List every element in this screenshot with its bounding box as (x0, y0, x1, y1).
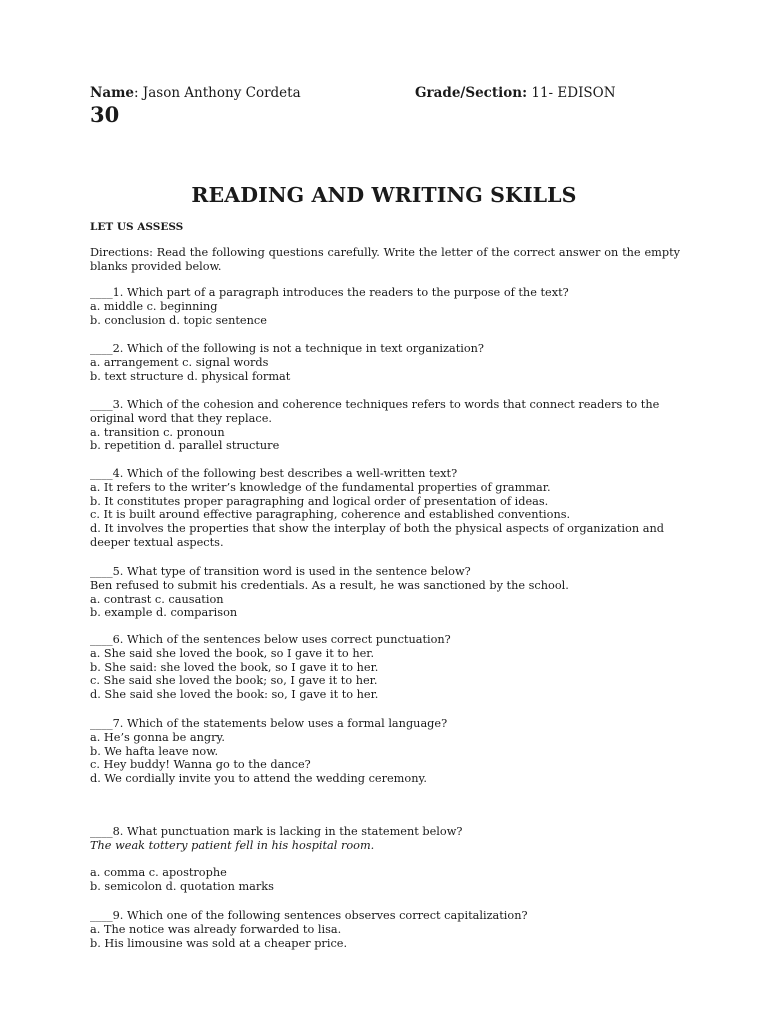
question-stem: ____5. What type of transition word is used in the sentence below? (90, 565, 471, 578)
name-value: : Jason Anthony Cordeta (133, 85, 301, 101)
page-title: READING AND WRITING SKILLS (191, 183, 577, 207)
option-line: b. She said: she loved the book, so I gave it to her. (90, 660, 379, 674)
question-8 (90, 825, 690, 894)
question-4 (90, 467, 690, 550)
example-sentence: The weak tottery patient fell in his hospital room. (90, 838, 375, 852)
option-line: a. transition c. pronoun (90, 425, 225, 439)
question-7 (90, 717, 690, 786)
score: 30 (90, 102, 120, 127)
option-line: c. It is built around effective paragraphing, coherence and established conventions. (90, 508, 571, 522)
option-line: b. semicolon d. quotation marks (90, 880, 274, 894)
option-line: b. His limousine was sold at a cheaper price. (90, 936, 348, 950)
option-line: a. comma c. apostrophe (90, 866, 227, 880)
option-line: b. example d. comparison (90, 606, 238, 620)
question-stem: ____4. Which of the following best describes a well-written text? (90, 467, 458, 480)
option-line: a. contrast c. causation (90, 592, 224, 606)
option-line: d. She said she loved the book: so, I gave it to her. (90, 688, 379, 702)
question-3 (90, 398, 690, 453)
question-stem: ____8. What punctuation mark is lacking in the statement below? (90, 825, 463, 838)
option-line: b. conclusion d. topic sentence (90, 313, 267, 327)
question-9 (90, 909, 690, 950)
question-stem: ____1. Which part of a paragraph introduces the readers to the purpose of the text? (90, 286, 569, 299)
option-line: c. She said she loved the book; so, I gave it to her. (90, 674, 378, 688)
option-line: c. Hey buddy! Wanna go to the dance? (90, 758, 311, 772)
option-line: b. We hafta leave now. (90, 744, 219, 758)
grade-label: Grade/Section: (415, 85, 528, 101)
question-1 (90, 286, 690, 327)
student-name (90, 85, 301, 101)
option-line: b. It constitutes proper paragraphing and logical order of presentation of ideas. (90, 494, 549, 508)
question-5 (90, 565, 690, 620)
section-heading: LET US ASSESS (90, 221, 184, 233)
option-line: b. text structure d. physical format (90, 369, 291, 383)
example-sentence: Ben refused to submit his credentials. As a result, he was sanctioned by the school. (90, 578, 569, 592)
option-line: a. He’s gonna be angry. (90, 730, 225, 744)
grade-section (415, 85, 616, 101)
option-line: d. It involves the properties that show the interplay of both the physical aspects of organization and deeper textual aspects. (90, 522, 664, 549)
question-2 (90, 342, 690, 383)
directions: Directions: Read the following questions carefully. Write the letter of the correct answer on the empty blanks provided below. (90, 246, 680, 273)
question-6 (90, 633, 690, 702)
question-stem: ____6. Which of the sentences below uses correct punctuation? (90, 633, 451, 646)
question-stem: ____3. Which of the cohesion and coherence techniques refers to words that connect readers to the original word that they replace. (90, 398, 660, 425)
option-line: a. middle c. beginning (90, 299, 218, 313)
option-line: a. The notice was already forwarded to lisa. (90, 922, 342, 936)
question-stem: ____9. Which one of the following sentences observes correct capitalization? (90, 909, 528, 922)
option-line: a. It refers to the writer’s knowledge of the fundamental properties of grammar. (90, 480, 551, 494)
spacer (90, 853, 690, 867)
option-line: b. repetition d. parallel structure (90, 439, 280, 453)
option-line: d. We cordially invite you to attend the wedding ceremony. (90, 772, 427, 786)
question-stem: ____2. Which of the following is not a technique in text organization? (90, 342, 484, 355)
name-label: Name (90, 85, 134, 101)
option-line: a. arrangement c. signal words (90, 355, 269, 369)
option-line: a. She said she loved the book, so I gave it to her. (90, 646, 375, 660)
question-stem: ____7. Which of the statements below uses a formal language? (90, 717, 448, 730)
grade-value: 11- EDISON (527, 85, 616, 101)
